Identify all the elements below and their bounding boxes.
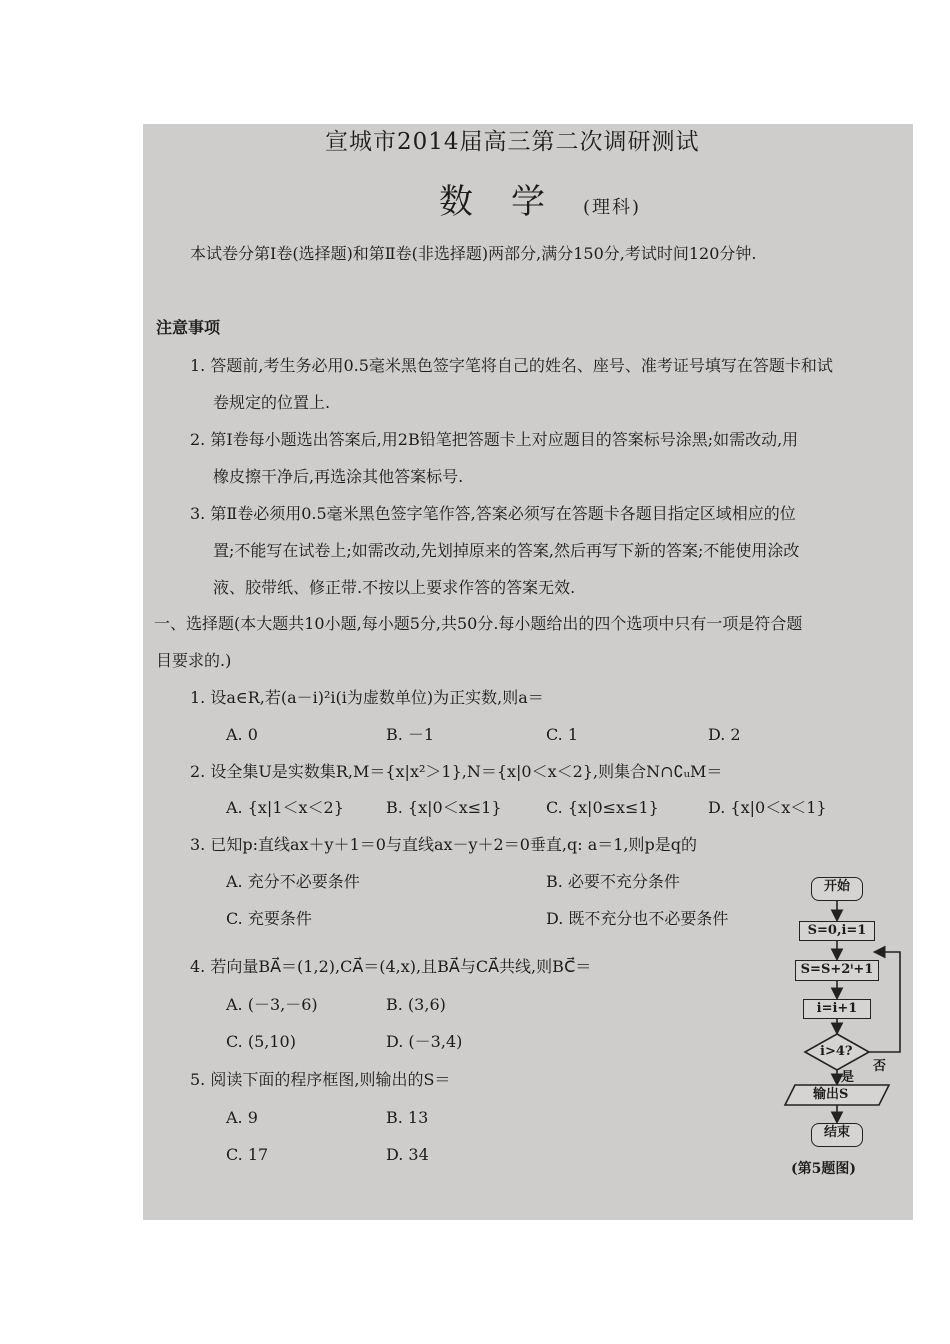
question-3-stem: 3. 已知p:直线ax＋y＋1＝0与直线ax－y＋2＝0垂直,q: a＝1,则p是q的 <box>190 835 698 854</box>
question-2-option-c: C. {x|0≤x≤1} <box>546 798 659 817</box>
question-5-option-d: D. 34 <box>386 1145 429 1164</box>
exam-title: 宣城市2014届高三第二次调研测试 <box>325 129 700 155</box>
subject-line <box>439 182 641 222</box>
flowchart-init: S=0,i=1 <box>799 921 875 941</box>
question-5-stem: 5. 阅读下面的程序框图,则输出的S＝ <box>190 1070 451 1089</box>
notice-item-2-line-1: 2. 第Ⅰ卷每小题选出答案后,用2B铅笔把答题卡上对应题目的答案标号涂黑;如需改动,用 <box>190 430 799 449</box>
subject-note: (理科) <box>583 197 642 218</box>
flowchart-figure <box>773 869 913 1199</box>
question-1-option-c: C. 1 <box>546 725 579 744</box>
question-1-option-b: B. －1 <box>386 725 435 744</box>
notice-item-3-line-2: 置;不能写在试卷上;如需改动,先划掉原来的答案,然后再写下新的答案;不能使用涂改 <box>213 541 800 560</box>
flowchart-caption: (第5题图) <box>791 1161 856 1177</box>
question-4-option-c: C. (5,10) <box>226 1032 296 1051</box>
flowchart-connectors <box>773 869 913 1199</box>
question-3-option-c: C. 充要条件 <box>226 909 312 928</box>
flowchart-start: 开始 <box>811 877 863 901</box>
notice-item-3-line-1: 3. 第Ⅱ卷必须用0.5毫米黑色签字笔作答,答案必须写在答题卡各题目指定区域相应的位 <box>190 504 796 523</box>
question-1-option-a: A. 0 <box>226 725 258 744</box>
flowchart-update: S=S+2ⁱ+1 <box>795 960 879 981</box>
question-2-option-d: D. {x|0＜x＜1} <box>708 798 827 817</box>
notice-item-3-line-3: 液、胶带纸、修正带.不按以上要求作答的答案无效. <box>213 578 576 597</box>
section-heading-line-1: 一、选择题(本大题共10小题,每小题5分,共50分.每小题给出的四个选项中只有一项是符合题 <box>154 614 803 633</box>
flowchart-end: 结束 <box>811 1123 863 1147</box>
flowchart-yes-label: 是 <box>841 1070 855 1085</box>
notice-item-1-line-1: 1. 答题前,考生务必用0.5毫米黑色签字笔将自己的姓名、座号、准考证号填写在答题卡和试 <box>190 356 833 375</box>
question-4-option-a: A. (－3,－6) <box>226 995 318 1014</box>
question-3-option-a: A. 充分不必要条件 <box>226 872 360 891</box>
notice-item-1-line-2: 卷规定的位置上. <box>213 393 331 412</box>
notice-item-2-line-2: 橡皮擦干净后,再选涂其他答案标号. <box>213 467 464 486</box>
question-2-option-a: A. {x|1＜x＜2} <box>226 798 344 817</box>
exam-intro: 本试卷分第Ⅰ卷(选择题)和第Ⅱ卷(非选择题)两部分,满分150分,考试时间120分钟. <box>190 244 757 263</box>
question-5-option-c: C. 17 <box>226 1145 269 1164</box>
flowchart-no-label: 否 <box>873 1059 887 1074</box>
question-4-stem: 4. 若向量BA⃗＝(1,2),CA⃗＝(4,x),且BA⃗与CA⃗共线,则BC⃗＝ <box>190 957 592 976</box>
question-2-stem: 2. 设全集U是实数集R,M＝{x|x²＞1},N＝{x|0＜x＜2},则集合N∩∁ᵤM＝ <box>190 762 723 781</box>
flowchart-output: 输出S <box>813 1087 849 1102</box>
question-4-option-b: B. (3,6) <box>386 995 446 1014</box>
flowchart-increment: i=i+1 <box>803 999 871 1019</box>
question-2-option-b: B. {x|0＜x≤1} <box>386 798 502 817</box>
notice-heading: 注意事项 <box>156 318 221 337</box>
flowchart-condition: i>4? <box>820 1044 853 1059</box>
question-1-option-d: D. 2 <box>708 725 741 744</box>
question-3-option-d: D. 既不充分也不必要条件 <box>546 909 729 928</box>
subject-name: 数学 <box>439 182 583 222</box>
question-1-stem: 1. 设a∈R,若(a－i)²i(i为虚数单位)为正实数,则a＝ <box>190 688 544 707</box>
question-3-option-b: B. 必要不充分条件 <box>546 872 680 891</box>
exam-paper <box>143 124 913 1220</box>
question-5-option-a: A. 9 <box>226 1108 258 1127</box>
section-heading-line-2: 目要求的.) <box>156 651 232 670</box>
question-5-option-b: B. 13 <box>386 1108 429 1127</box>
question-4-option-d: D. (－3,4) <box>386 1032 463 1051</box>
